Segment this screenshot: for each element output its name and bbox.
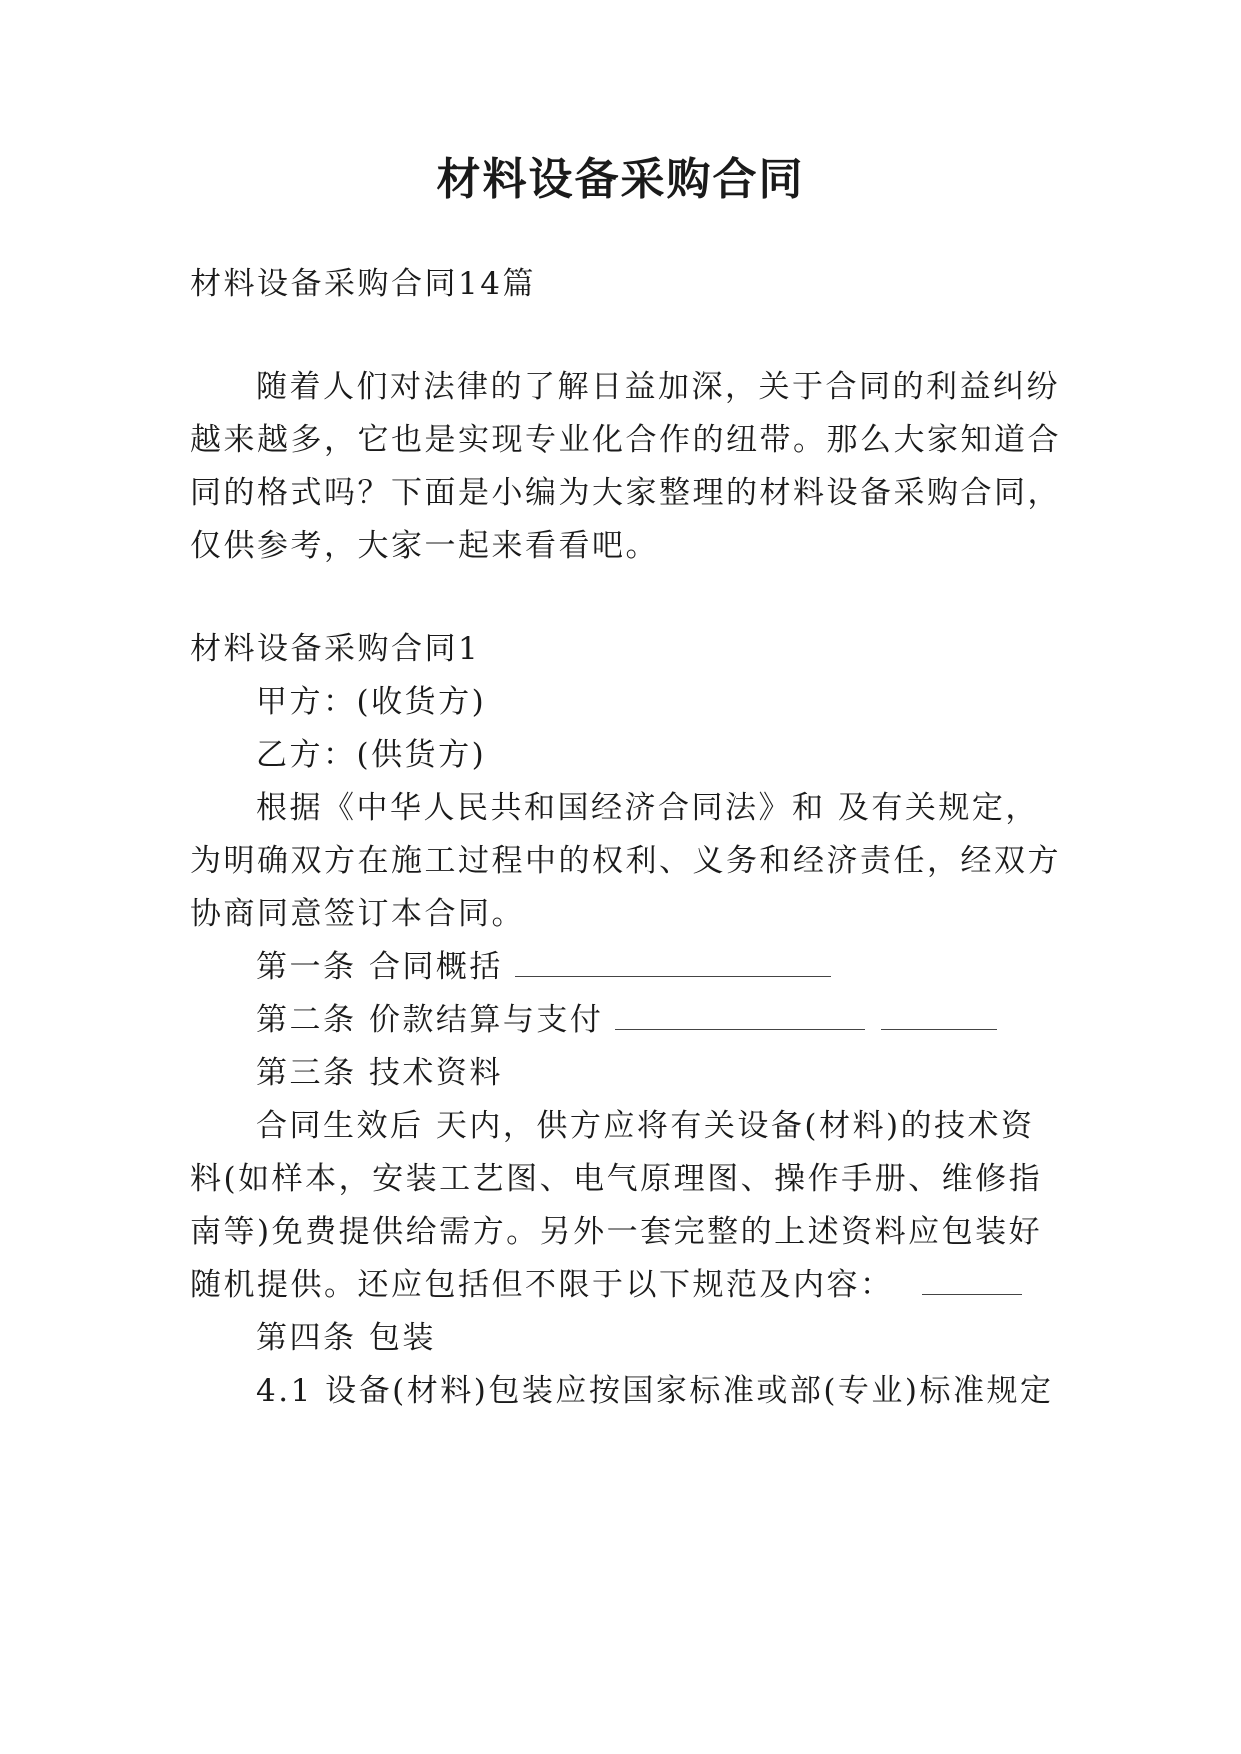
article-3-heading: 第三条 技术资料 xyxy=(256,1055,503,1091)
tech-line-4 xyxy=(190,1264,1022,1306)
article-2-blank-1 xyxy=(615,1003,865,1030)
article-4-heading: 第四条 包装 xyxy=(256,1320,436,1356)
article-2-label: 第二条 价款结算与支付 xyxy=(256,1002,604,1038)
tech-line-2: 料(如样本，安装工艺图、电气原理图、操作手册、维修指 xyxy=(190,1161,1043,1197)
article-1-line xyxy=(256,946,831,988)
clause-4-1: 4.1 设备(材料)包装应按国家标准或部(专业)标准规定 xyxy=(256,1373,1054,1409)
article-2-blank-2 xyxy=(881,1003,997,1030)
article-1-label: 第一条 合同概括 xyxy=(256,949,503,985)
tech-line-4-text: 随机提供。还应包括但不限于以下规范及内容： xyxy=(190,1267,894,1303)
tech-line-1: 合同生效后 天内，供方应将有关设备(材料)的技术资 xyxy=(256,1108,1035,1144)
intro-line-1: 随着人们对法律的了解日益加深，关于合同的利益纠纷 xyxy=(256,369,1060,405)
intro-line-3: 同的格式吗？下面是小编为大家整理的材料设备采购合同， xyxy=(190,475,1061,511)
intro-line-4: 仅供参考，大家一起来看看吧。 xyxy=(190,528,659,564)
party-a: 甲方：(收货方) xyxy=(256,684,487,720)
party-b: 乙方：(供货方) xyxy=(256,737,487,773)
tech-line-3: 南等)免费提供给需方。另外一套完整的上述资料应包装好 xyxy=(190,1214,1043,1250)
article-2-line xyxy=(256,999,997,1041)
basis-line-2: 为明确双方在施工过程中的权利、义务和经济责任，经双方 xyxy=(190,843,1061,879)
basis-line-3: 协商同意签订本合同。 xyxy=(190,896,525,932)
section-heading: 材料设备采购合同1 xyxy=(190,631,481,667)
intro-line-2: 越来越多，它也是实现专业化合作的纽带。那么大家知道合 xyxy=(190,422,1061,458)
document-title: 材料设备采购合同 xyxy=(436,154,805,205)
tech-line-4-blank xyxy=(922,1268,1022,1295)
article-1-blank xyxy=(515,950,831,977)
basis-line-1: 根据《中华人民共和国经济合同法》和 及有关规定， xyxy=(256,790,1039,826)
document-subtitle: 材料设备采购合同14篇 xyxy=(190,266,536,302)
